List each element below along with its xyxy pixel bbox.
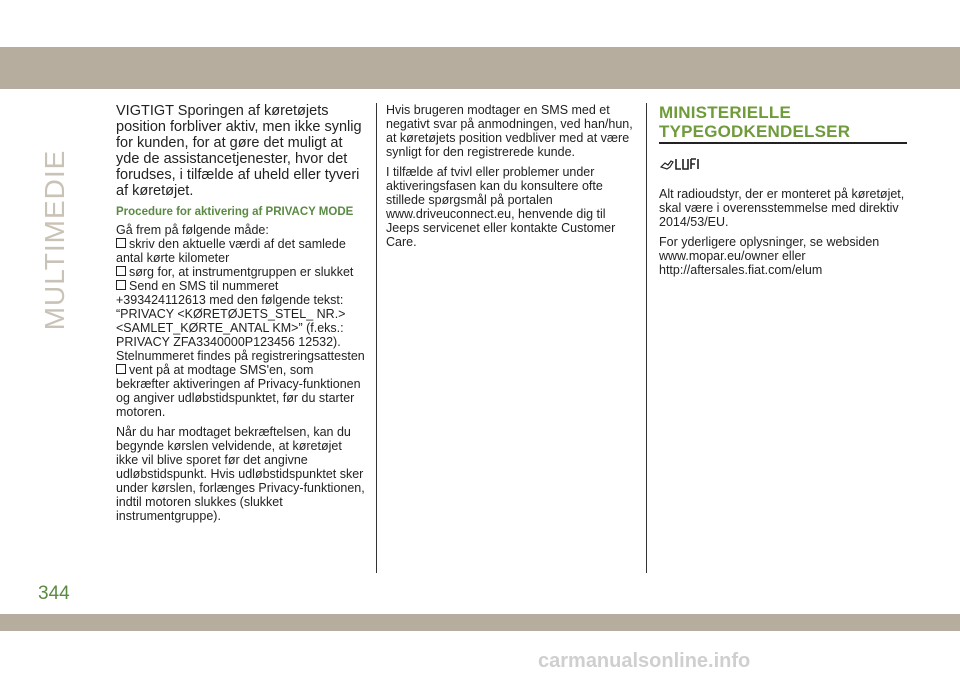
bullet-item: Send en SMS til nummeret +393424112613 med den følgende tekst: “PRIVACY <KØRETØJETS_STEL_ NR.> <SAMLET_KØRTE_ANTAL KM>” (f.eks.: PRIVACY ZFA3340000P123456 12532). Stelnummeret findes på registreringsattesten — [116, 279, 365, 363]
bullet-item: skriv den aktuelle værdi af det samlede antal kørte kilometer — [116, 237, 346, 265]
checkbox-bullet-icon — [116, 364, 126, 374]
paragraph: Alt radioudstyr, der er monteret på køretøjet, skal være i overensstemmelse med direktiv 2014/53/EU. — [659, 187, 905, 229]
column-left — [116, 103, 366, 529]
bullet-item: sørg for, at instrumentgruppen er slukket — [116, 265, 366, 279]
watermark: carmanualsonline.info — [538, 650, 751, 672]
paragraph: For yderligere oplysninger, se websiden www.mopar.eu/owner eller http://aftersales.fiat.com/elum — [659, 235, 880, 277]
bullet-item: vent på at modtage SMS'en, som bekræfter aktiveringen af Privacy-funktionen og angiver udløbstidspunktet, før du starter motoren. — [116, 363, 361, 419]
column-divider — [376, 103, 377, 573]
section-side-label: MULTIMEDIE — [39, 149, 70, 331]
column-right — [659, 103, 909, 283]
section-title: MINISTERIELLE TYPEGODKENDELSER — [659, 103, 851, 141]
paragraph: Hvis brugeren modtager en SMS med et negativt svar på anmodningen, ved han/hun, at køretøjets position vedbliver med at være synligt for den registrerede kunde. — [386, 103, 633, 159]
checkbox-bullet-icon — [116, 238, 126, 248]
paragraph: I tilfælde af tvivl eller problemer under aktiveringsfasen kan du konsultere ofte stillede spørgsmål på portalen www.driveuconnect.eu, henvende dig til Jeeps servicenet eller kontakte Customer Care. — [386, 165, 616, 249]
column-middle — [386, 103, 636, 255]
closing-paragraph: Når du har modtaget bekræftelsen, kan du begynde kørslen velvidende, at køretøjet ikke vil blive sporet før det angivne udløbstidspunkt. Hvis udløbstidspunktet sker under kørslen, forlænges Privacy-funktionen, indtil motoren slukkes (slukket instrumentgruppe). — [116, 425, 365, 523]
column-divider — [646, 103, 647, 573]
footer-bar — [0, 614, 960, 631]
top-band — [0, 0, 960, 47]
title-underline — [659, 142, 907, 144]
page-number: 344 — [38, 583, 70, 604]
procedure-heading: Procedure for aktivering af PRIVACY MODE — [116, 206, 354, 218]
hand-pointer-logo-icon — [659, 156, 699, 172]
checkbox-bullet-icon — [116, 266, 126, 276]
checkbox-bullet-icon — [116, 280, 126, 290]
procedure-lead: Gå frem på følgende måde: — [116, 223, 269, 237]
intro-paragraph: VIGTIGT Sporingen af køretøjets position forbliver aktiv, men ikke synlig for kunden, for at gøre det muligt at yde de assistancetjenester, hvor det forudses, i tilfælde af uheld eller tyveri af køretøjet. — [116, 103, 362, 199]
header-bar — [0, 47, 960, 89]
